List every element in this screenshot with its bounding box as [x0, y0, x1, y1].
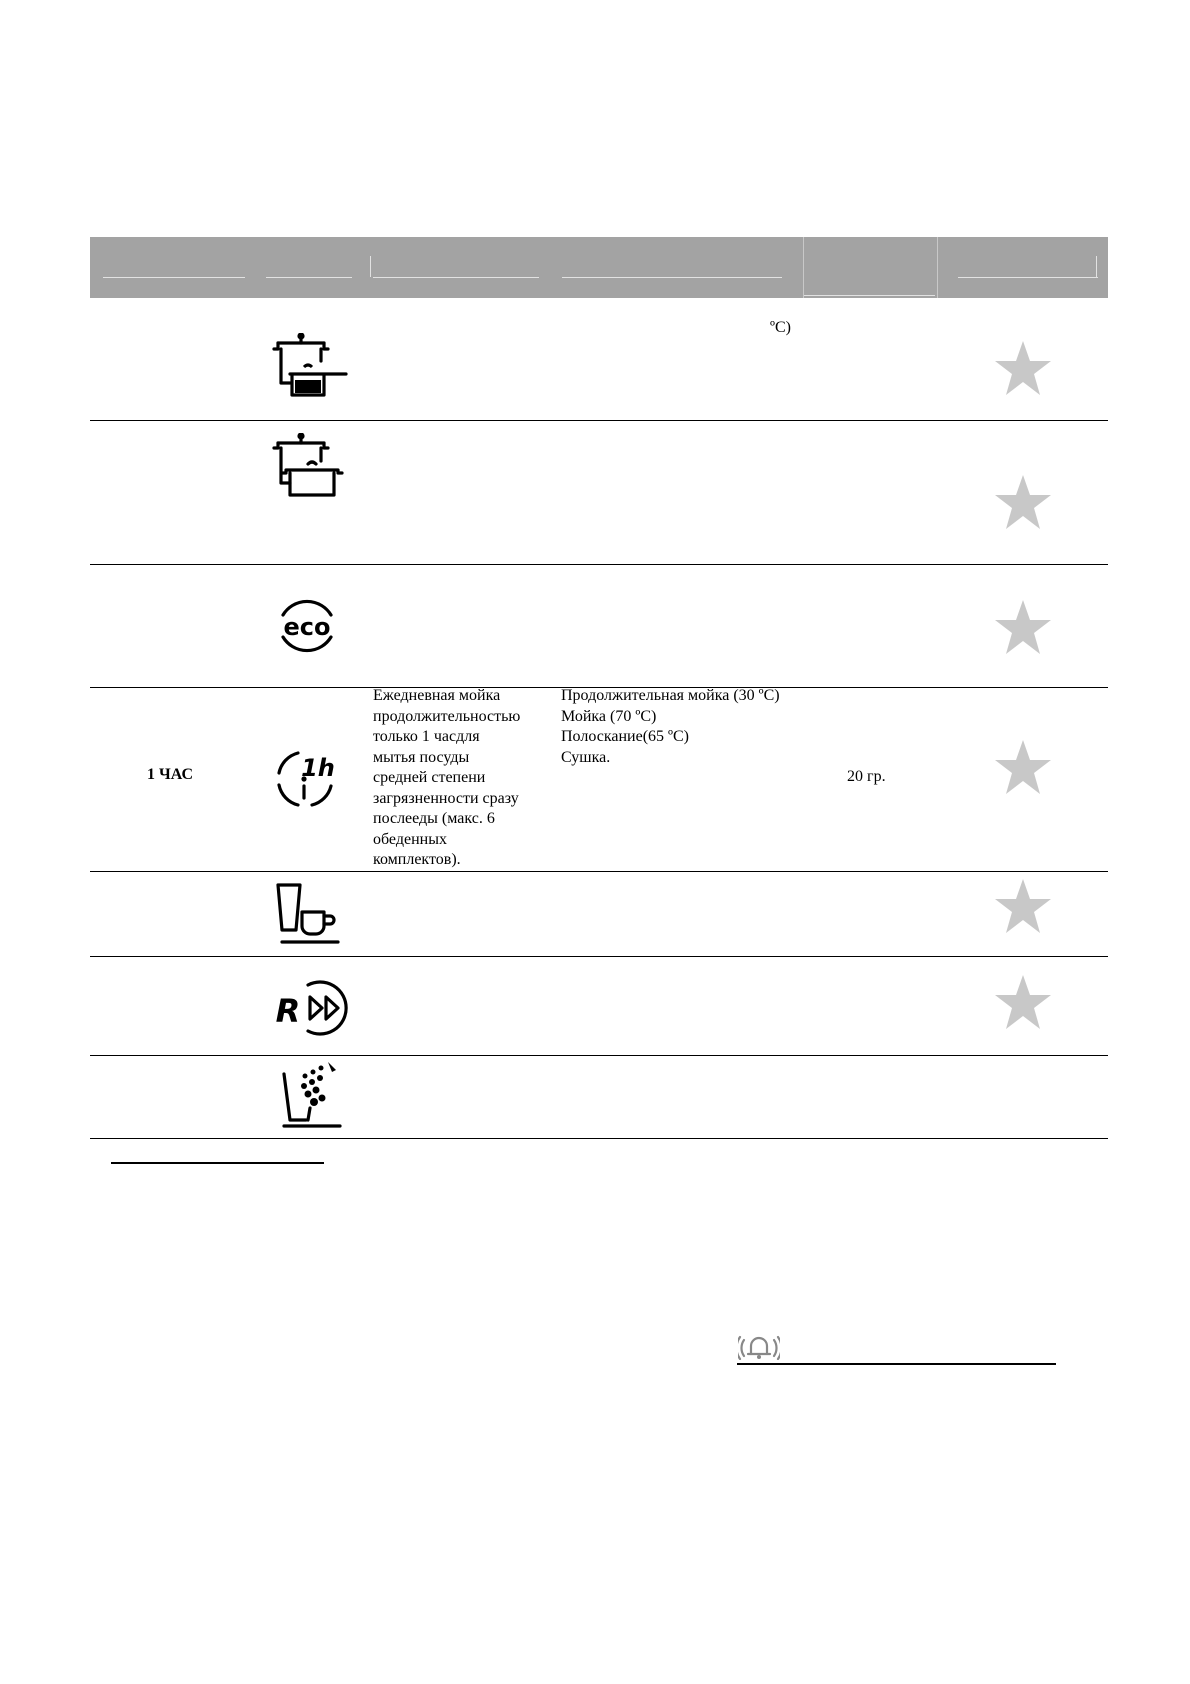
- section-underline: [737, 1363, 1056, 1365]
- step-line: Сушка.: [561, 748, 611, 766]
- description-line: загрязненности сразу: [373, 789, 519, 807]
- header-underline-2: [266, 277, 352, 278]
- row-separator: [90, 1138, 1108, 1139]
- temp-fragment: ºC): [770, 319, 791, 336]
- pots-pans-icon: [270, 333, 354, 401]
- header-tick: [1096, 256, 1097, 277]
- description-line: продолжительностью: [373, 707, 521, 725]
- star-icon: [994, 340, 1052, 396]
- description-line: послееды (макс. 6: [373, 810, 495, 827]
- program-description: [373, 686, 543, 871]
- one-hour-icon: [274, 748, 338, 810]
- star-icon: [994, 474, 1052, 530]
- row-separator: [90, 420, 1108, 421]
- description-line: только 1 часдля: [373, 728, 480, 745]
- header-underline-1: [103, 277, 245, 278]
- table-header-bar: [90, 237, 1108, 298]
- header-underline-5: [804, 295, 935, 296]
- row-separator: [90, 871, 1108, 872]
- svg-text:1h: 1h: [301, 754, 335, 782]
- header-underline-3: [373, 277, 539, 278]
- glass-cup-icon: [276, 882, 344, 946]
- step-line: Мойка (70 ºC): [561, 707, 657, 725]
- program-steps: [561, 686, 801, 768]
- row-separator: [90, 564, 1108, 565]
- row-separator: [90, 1055, 1108, 1056]
- rapid-icon: [270, 979, 356, 1037]
- description-line: комплектов).: [373, 851, 461, 868]
- svg-text:eco: eco: [283, 613, 331, 641]
- star-icon: [994, 974, 1052, 1030]
- description-line: мытья посуды: [373, 748, 470, 766]
- eco-icon: [275, 593, 339, 659]
- header-separator: [937, 237, 938, 298]
- star-icon: [994, 739, 1052, 795]
- header-underline-6: [958, 277, 1098, 278]
- detergent-amount: 20 гр.: [847, 768, 886, 785]
- alarm-bell-icon: [738, 1332, 780, 1360]
- svg-text:R: R: [275, 992, 301, 1030]
- step-line: Продолжительная мойка (30 ºC): [561, 687, 780, 704]
- prewash-icon: [280, 1062, 346, 1130]
- header-separator: [803, 237, 804, 298]
- description-line: средней степени: [373, 769, 486, 786]
- step-line: Полоскание(65 ºC): [561, 728, 689, 745]
- description-line: Ежедневная мойка: [373, 687, 501, 704]
- star-icon: [994, 878, 1052, 934]
- description-line: обеденных: [373, 830, 447, 848]
- program-name: 1 ЧАС: [147, 766, 194, 783]
- row-separator: [90, 956, 1108, 957]
- star-icon: [994, 599, 1052, 655]
- section-underline: [111, 1162, 324, 1164]
- header-underline-4: [562, 277, 782, 278]
- two-pots-icon: [272, 433, 344, 499]
- header-tick: [370, 256, 371, 277]
